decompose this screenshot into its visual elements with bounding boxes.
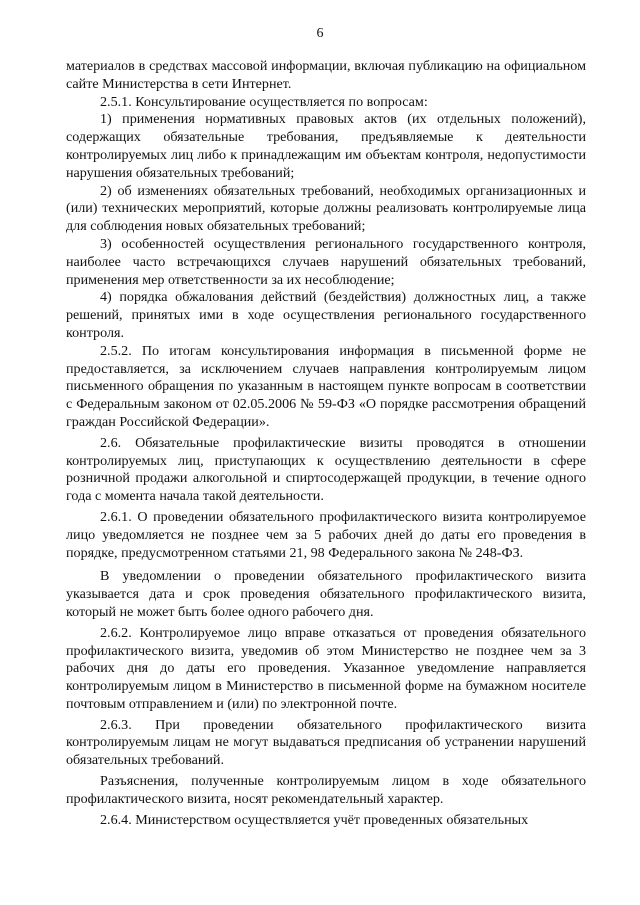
page-number: 6: [316, 26, 324, 41]
list-item-2: 2) об изменениях обязательных требований, необходимых организационных и (или) технических мероприятий, которые должны реализовать контролируемые лица для соблюдения новых обязательных требований;: [66, 182, 586, 235]
paragraph-2-6-3: 2.6.3. При проведении обязательного профилактического визита контролируемым лицам не могут выдаваться предписания об устранении нарушений обязательных требований.: [66, 716, 586, 769]
paragraph-notification: В уведомлении о проведении обязательного профилактического визита указывается дата и срок проведения обязательного профилактического визита, который не может быть более одного рабочего дня.: [66, 568, 586, 620]
list-item-1: 1) применения нормативных правовых актов (их отдельных положений), содержащих обязательные требования, предъявляемые к деятельности контролируемых лиц либо к принадлежащим им объектам контроля, недопустимости нарушения обязательных требований;: [66, 111, 586, 181]
paragraph-2-5-2: 2.5.2. По итогам консультирования информация в письменной форме не предоставляется, за исключением случаев направления контролируемым лицом письменного обращения по указанным в настоящем пункте вопросам в соответствии с Федеральным законом от 02.05.2006 № 59-ФЗ «О порядке рассмотрения обращений граждан Российской Федерации».: [66, 342, 586, 430]
paragraph-2-6-4: 2.6.4. Министерством осуществляется учёт проведенных обязательных: [100, 811, 529, 828]
paragraph-intro-continuation: материалов в средствах массовой информации, включая публикацию на официальном сайте Министерства в сети Интернет.: [66, 58, 586, 92]
paragraph-explanations: Разъяснения, полученные контролируемым лицом в ходе обязательного профилактического визита, носят рекомендательный характер.: [66, 773, 586, 807]
document-body: [66, 58, 586, 829]
paragraph-2-6: 2.6. Обязательные профилактические визиты проводятся в отношении контролируемых лиц, приступающих к осуществлению деятельности в сфере розничной продажи алкогольной и спиртосодержащей продукции, в течение одного года с момента начала такой деятельности.: [66, 434, 586, 505]
paragraph-2-6-1: 2.6.1. О проведении обязательного профилактического визита контролируемое лицо уведомляется не позднее чем за 5 рабочих дней до даты его проведения в порядке, предусмотренном статьями 21, 98 Федерального закона № 248-ФЗ.: [66, 508, 586, 561]
list-item-4: 4) порядка обжалования действий (бездействия) должностных лиц, а также решений, принятых ими в ходе осуществления регионального государственного контроля.: [66, 289, 586, 341]
list-item-3: 3) особенностей осуществления регионального государственного контроля, наиболее часто встречающихся случаев нарушений обязательных требований, применения мер ответственности за их несоблюдение;: [66, 235, 586, 288]
paragraph-2-5-1: 2.5.1. Консультирование осуществляется по вопросам:: [100, 93, 428, 110]
paragraph-2-6-2: 2.6.2. Контролируемое лицо вправе отказаться от проведения обязательного профилактического визита, уведомив об этом Министерство не позднее чем за 3 рабочих дня до даты его проведения. Указанное уведомление направляется контролируемым лицом в Министерство в письменной форме на бумажном носителе почтовым отправлением и (или) по электронной почте.: [66, 624, 586, 712]
